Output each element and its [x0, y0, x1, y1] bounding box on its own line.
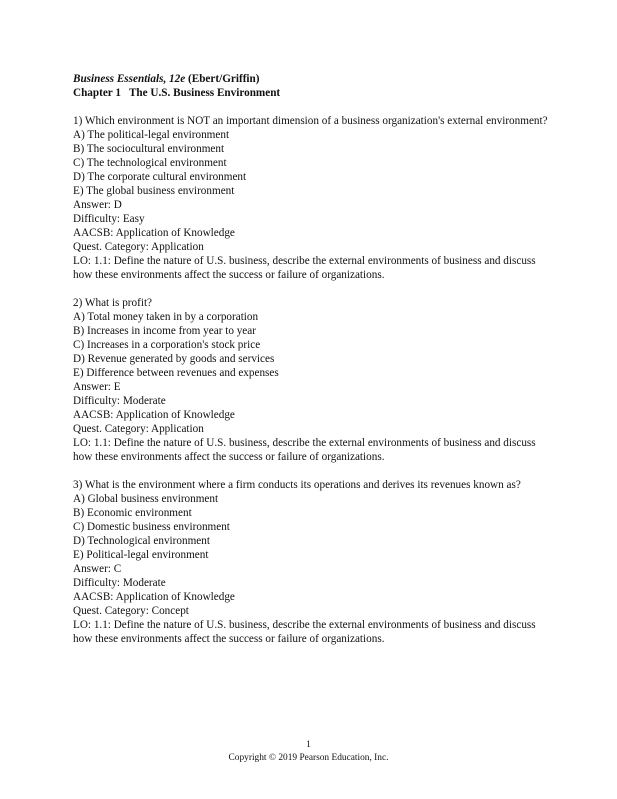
option-d: D) The corporate cultural environment [73, 171, 247, 183]
option-b: B) The sociocultural environment [73, 143, 225, 155]
option-c: C) The technological environment [73, 157, 227, 169]
question-stem: 3) What is the environment where a firm conducts its operations and derives its revenues known as? [73, 479, 521, 491]
page-content [73, 72, 553, 646]
aacsb: AACSB: Application of Knowledge [73, 227, 235, 239]
chapter-label: Chapter 1 [73, 87, 121, 99]
option-c: C) Domestic business environment [73, 521, 230, 533]
question-stem: 1) Which environment is NOT an important dimension of a business organization's external environment? [73, 115, 548, 127]
option-d: D) Technological environment [73, 535, 210, 547]
answer: Answer: E [73, 381, 121, 393]
book-header [73, 72, 553, 86]
question-category: Quest. Category: Application [73, 423, 204, 435]
learning-objective: LO: 1.1: Define the nature of U.S. business, describe the external environments of business and discuss how these environments affect the success or failure of organizations. [73, 437, 536, 463]
difficulty: Difficulty: Easy [73, 213, 145, 225]
question-category: Quest. Category: Application [73, 241, 204, 253]
book-authors: (Ebert/Griffin) [188, 73, 260, 85]
option-c: C) Increases in a corporation's stock price [73, 339, 261, 351]
copyright-notice: Copyright © 2019 Pearson Education, Inc. [228, 753, 389, 763]
learning-objective: LO: 1.1: Define the nature of U.S. business, describe the external environments of business and discuss how these environments affect the success or failure of organizations. [73, 619, 536, 645]
option-a: A) The political-legal environment [73, 129, 230, 141]
book-title: Business Essentials, 12e [73, 73, 186, 85]
difficulty: Difficulty: Moderate [73, 577, 166, 589]
page-number: 1 [306, 740, 311, 750]
option-e: E) The global business environment [73, 185, 235, 197]
option-b: B) Economic environment [73, 507, 192, 519]
option-a: A) Global business environment [73, 493, 219, 505]
answer: Answer: C [73, 563, 122, 575]
question-stem: 2) What is profit? [73, 297, 153, 309]
option-b: B) Increases in income from year to year [73, 325, 256, 337]
option-d: D) Revenue generated by goods and services [73, 353, 275, 365]
question-2 [73, 296, 553, 464]
question-3 [73, 478, 553, 646]
question-1 [73, 114, 553, 282]
option-e: E) Political-legal environment [73, 549, 209, 561]
chapter-title: The U.S. Business Environment [128, 87, 281, 99]
aacsb: AACSB: Application of Knowledge [73, 591, 235, 603]
option-a: A) Total money taken in by a corporation [73, 311, 259, 323]
difficulty: Difficulty: Moderate [73, 395, 166, 407]
aacsb: AACSB: Application of Knowledge [73, 409, 235, 421]
chapter-header [73, 86, 553, 100]
option-e: E) Difference between revenues and expenses [73, 367, 279, 379]
learning-objective: LO: 1.1: Define the nature of U.S. business, describe the external environments of business and discuss how these environments affect the success or failure of organizations. [73, 255, 536, 281]
answer: Answer: D [73, 199, 122, 211]
question-category: Quest. Category: Concept [73, 605, 189, 617]
